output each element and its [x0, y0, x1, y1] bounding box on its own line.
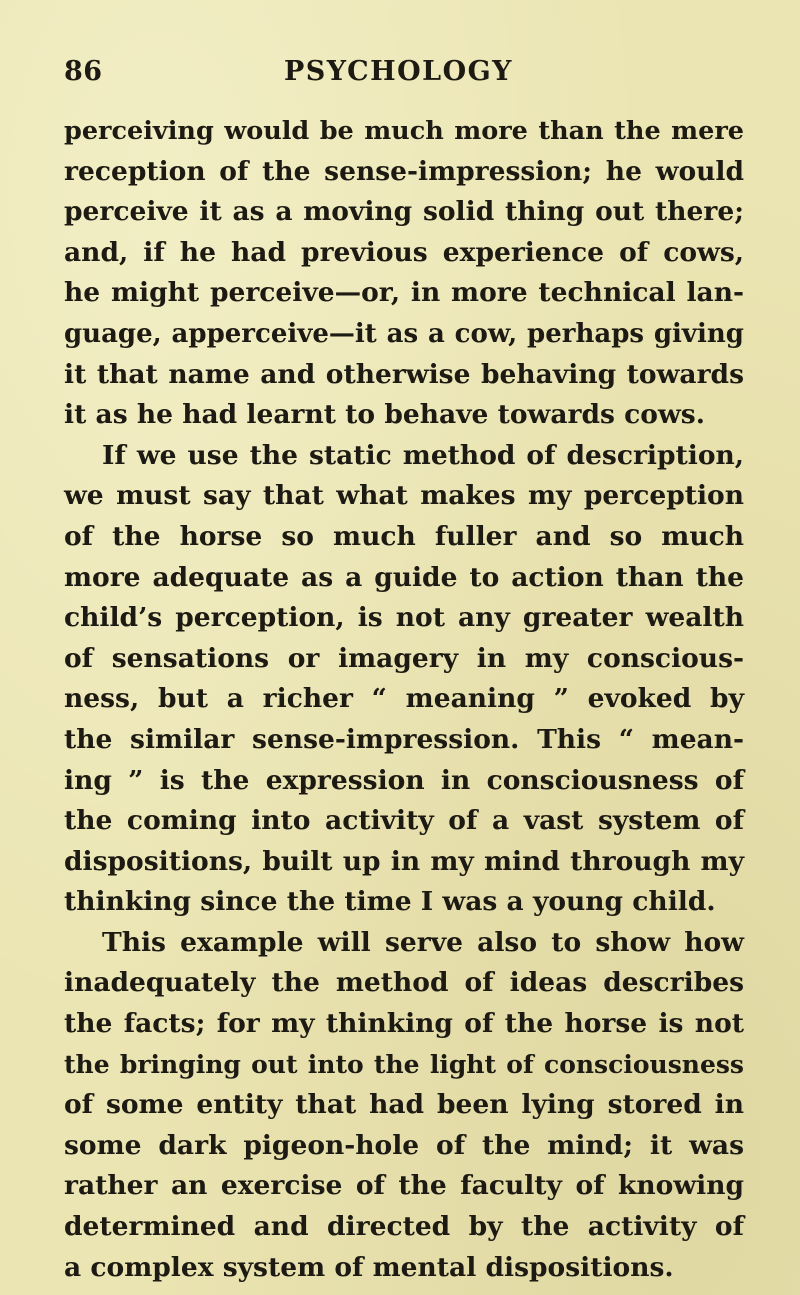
text-line: the bringing out into the light of consciousness [64, 1049, 744, 1079]
text-line: the coming into activity of a vast system of [64, 805, 744, 837]
text-line: of the horse so much fuller and so much [64, 520, 744, 552]
text-line: we must say that what makes my perception [64, 480, 744, 512]
text-line: determined and directed by the activity of [64, 1211, 744, 1243]
text-line: rather an exercise of the faculty of knowing [64, 1170, 744, 1202]
text-line: If we use the static method of description, [102, 439, 744, 471]
text-line: child’s perception, is not any greater wealth [64, 602, 744, 634]
running-head: PSYCHOLOGY [284, 56, 513, 87]
text-line: the facts; for my thinking of the horse is not [64, 1008, 744, 1040]
text-line: thinking since the time I was a young child. [64, 886, 716, 918]
text-line: dispositions, built up in my mind through my [64, 845, 744, 877]
text-line: guage, apperceive—it as a cow, perhaps giving [64, 318, 744, 349]
text-line: a complex system of mental dispositions. [64, 1251, 674, 1283]
text-line: perceiving would be much more than the mere [64, 116, 744, 146]
text-line: ness, but a richer “ meaning ” evoked by [64, 683, 744, 715]
text-line: of some entity that had been lying stored in [64, 1089, 744, 1121]
text-line: reception of the sense-impression; he would [64, 155, 744, 187]
text-line: some dark pigeon-hole of the mind; it was [64, 1129, 744, 1161]
text-line: it as he had learnt to behave towards cows. [64, 399, 705, 431]
text-line: more adequate as a guide to action than the [64, 561, 744, 593]
text-line: perceive it as a moving solid thing out there; [64, 196, 744, 228]
text-line: and, if he had previous experience of cows, [64, 236, 744, 268]
page-header [64, 56, 744, 96]
body-text [64, 111, 744, 1288]
page-number: 86 [64, 56, 103, 87]
text-line: ing ” is the expression in consciousness of [64, 764, 744, 796]
text-line: inadequately the method of ideas describes [64, 967, 744, 999]
text-line: it that name and otherwise behaving towards [64, 358, 744, 390]
text-line: of sensations or imagery in my conscious- [64, 642, 744, 674]
text-line: he might perceive—or, in more technical lan- [64, 277, 744, 309]
text-line: the similar sense-impression. This “ mean- [64, 723, 744, 755]
text-line: This example will serve also to show how [102, 926, 744, 958]
